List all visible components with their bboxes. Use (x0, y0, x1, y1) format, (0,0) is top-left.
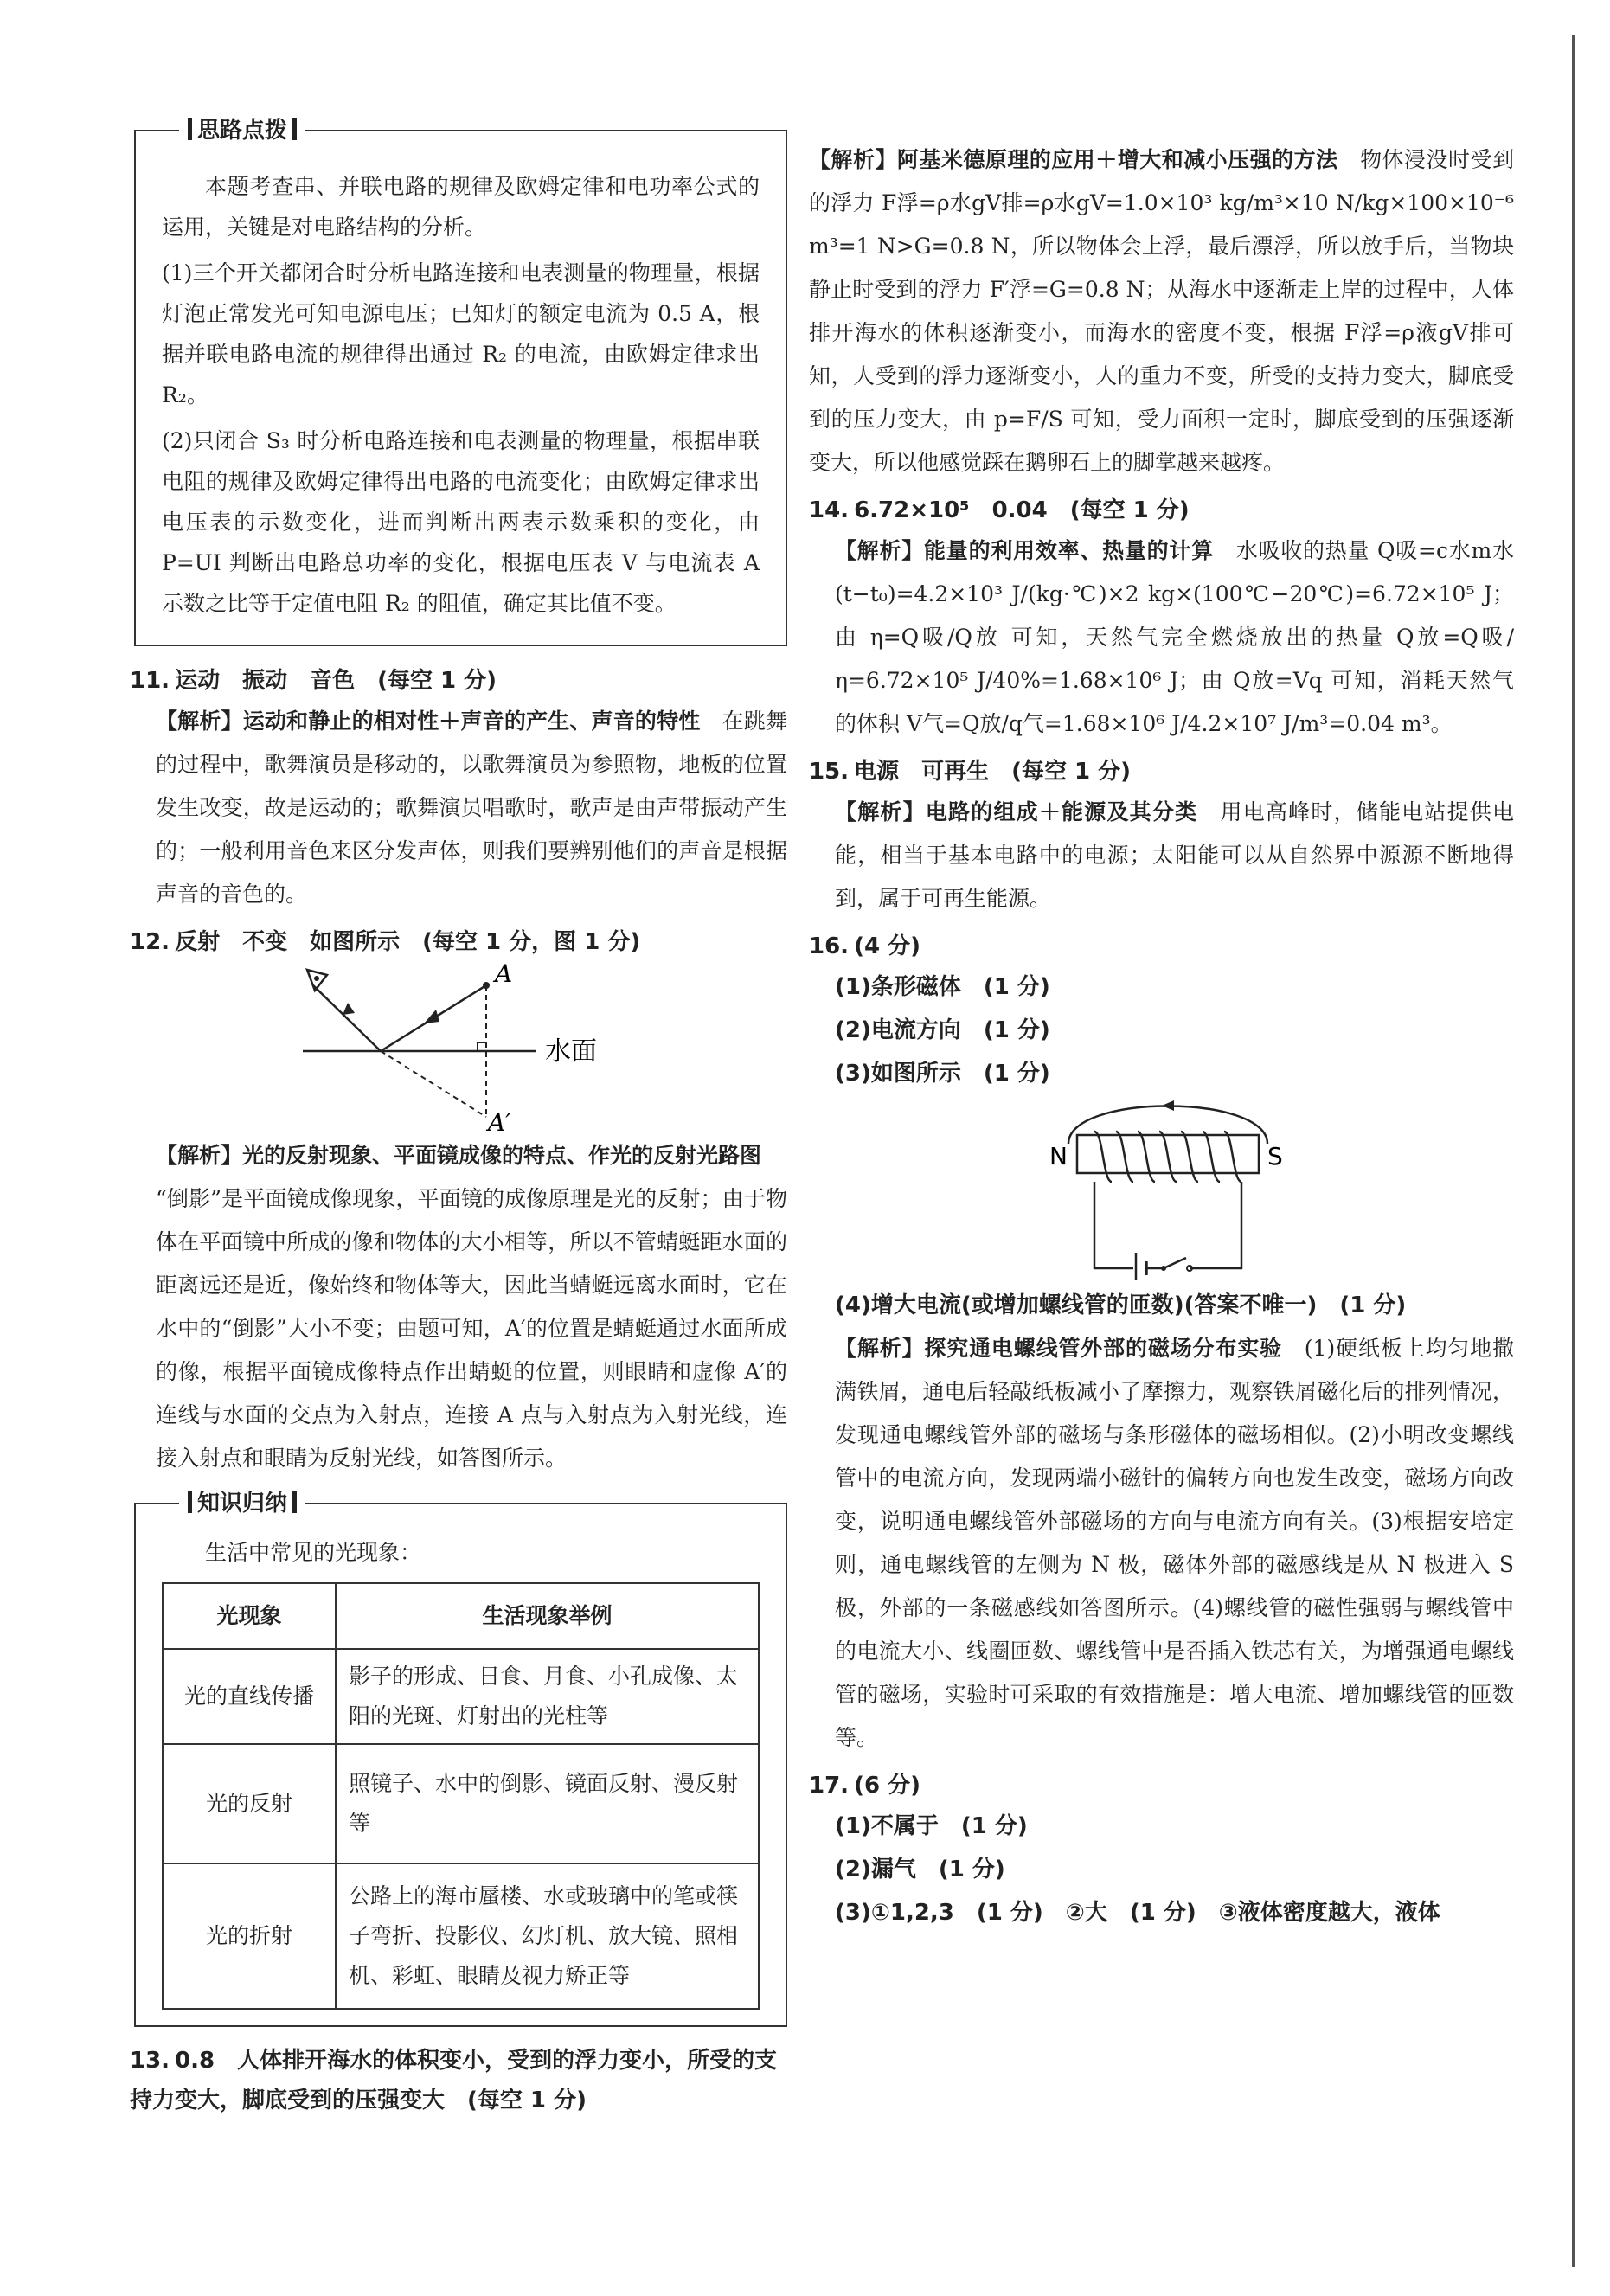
q12-answer: 反射 不变 如图所示 (每空 1 分，图 1 分) (175, 929, 641, 955)
reflected-ray (313, 985, 381, 1051)
point-A (483, 982, 490, 989)
field-line-arrow (1162, 1100, 1174, 1111)
q16-item-1: (1)条形磁体 (1 分) (835, 974, 1050, 1000)
right-angle-mark (478, 1042, 486, 1051)
table-cell: 影子的形成、日食、月食、小孔成像、太阳的光斑、灯射出的光柱等 (336, 1649, 759, 1744)
eye-icon (307, 970, 327, 991)
water-surface-label: 水面 (545, 1036, 597, 1067)
knowledge-intro: 生活中常见的光现象： (205, 1540, 422, 1565)
q16-item-2: (2)电流方向 (1 分) (835, 1017, 1050, 1043)
virtual-ray-dashed (381, 1051, 486, 1117)
table-row (163, 1649, 759, 1744)
question-17: 17. (6 分) (1)不属于 (1 分) (2)漏气 (1 分) (3)①1,2,3 (1 分) ②大 (1 分) ③液体密度越大，液体 (809, 1767, 1514, 1934)
table-header-cell: 光现象 (163, 1583, 336, 1649)
label-A-prime: A′ (488, 1108, 511, 1134)
q14-answer: 6.72×10⁵ 0.04 (每空 1 分) (854, 497, 1190, 523)
q15-analysis: 【解析】电路的组成＋能源及其分类 用电高峰时，储能电站提供电能，相当于基本电路中的电源；太阳能可以从自然界中源源不断地得到，属于可再生能源。 (835, 799, 1514, 911)
knowledge-summary-box (134, 1491, 787, 2027)
switch-blade (1164, 1258, 1186, 1268)
table-row (163, 1863, 759, 2009)
light-phenomena-table (162, 1582, 760, 2010)
q13-answer: 0.8 人体排开海水的体积变小，受到的浮力变小，所受的支持力变大，脚底受到的压强变大 (每空 1 分) (130, 2048, 778, 2113)
q11-analysis: 【解析】运动和静止的相对性＋声音的产生、声音的特性 在跳舞的过程中，歌舞演员是移动的，以歌舞演员为参照物，地板的位置发生改变，故是运动的；歌舞演员唱歌时，歌声是由声带振动产生的；一般利用音色来区分发声体，则我们要辨别他们的声音是根据声音的音色的。 (156, 709, 787, 907)
q13-analysis: 【解析】阿基米德原理的应用＋增大和减小压强的方法 物体浸没时受到的浮力 F浮=ρ水gV排=ρ水gV=1.0×10³ kg/m³×10 N/kg×100×10⁻⁶ m³=1 N>G=0.8 N，所以物体会上浮，最后漂浮，所以放手后，当物块静止时受到的浮力 F′浮=G=0.8 N；从海水中逐渐走上岸的过程中，人体排开海水的体积逐渐变小，而海水的密度不变，根据 F浮=ρ液gV排可知，人受到的浮力逐渐变小，人的重力不变，所受的支持力变大，脚底受到的压力变大，由 p=F/S 可知，受力面积一定时，脚底受到的压强逐渐变大，所以他感觉踩在鹅卵石上的脚掌越来越疼。 (809, 147, 1514, 475)
q16-analysis: 【解析】探究通电螺线管外部的磁场分布实验 (1)硬纸板上均匀地撒满铁屑，通电后轻敲纸板减小了摩擦力，观察铁屑磁化后的排列情况，发现通电螺线管外部的磁场与条形磁体的磁场相似。(2)小明改变螺线管中的电流方向，发现两端小磁针的偏转方向也发生改变，磁场方向改变，说明通电螺线管外部磁场的方向与电流方向有关。(3)根据安培定则，通电螺线管的左侧为 N 极，磁体外部的磁感线是从 N 极进入 S 极，外部的一条磁感线如答图所示。(4)螺线管的磁性强弱与螺线管中的电流大小、线圈匝数、螺线管中是否插入铁芯有关，为增强通电螺线管的磁场，实验时可采取的有效措施是：增大电流、增加螺线管的匝数等。 (835, 1336, 1514, 1750)
label-A: A (495, 961, 513, 988)
q15-answer: 电源 可再生 (每空 1 分) (854, 759, 1132, 785)
label-N: N (1049, 1142, 1068, 1170)
question-15: 15. 电源 可再生 (每空 1 分) 【解析】电路的组成＋能源及其分类 用电高峰时，储能电站提供电能，相当于基本电路中的电源；太阳能可以从自然界中源源不断地得到，属于可再生能源。 (809, 753, 1514, 920)
table-header-row (163, 1583, 759, 1649)
thinking-tips-box (134, 118, 787, 646)
left-column (130, 118, 787, 2120)
q17-item-3: (3)①1,2,3 (1 分) ②大 (1 分) ③液体密度越大，液体 (835, 1900, 1440, 1926)
table-cell: 照镜子、水中的倒影、镜面反射、漫反射等 (336, 1744, 759, 1863)
label-S: S (1267, 1142, 1283, 1170)
q14-analysis: 【解析】能量的利用效率、热量的计算 水吸收的热量 Q吸=c水m水(t−t₀)=4.2×10³ J/(kg·℃)×2 kg×(100℃−20℃)=6.72×10⁵ J；由 η=Q吸/Q放 可知，天然气完全燃烧放出的热量 Q放=Q吸/η=6.72×10⁵ J/40%=1.68×10⁶ J；由 Q放=Vq 可知，消耗天然气的体积 V气=Q放/q气=1.68×10⁶ J/4.2×10⁷ J/m³=0.04 m³。 (835, 538, 1514, 736)
q17-item-1: (1)不属于 (1 分) (835, 1813, 1028, 1839)
q11-answer: 运动 振动 音色 (每空 1 分) (175, 668, 497, 694)
question-14: 14. 6.72×10⁵ 0.04 (每空 1 分) 【解析】能量的利用效率、热量的计算 水吸收的热量 Q吸=c水m水(t−t₀)=4.2×10³ J/(kg·℃)×2 kg×(100℃−20℃)=6.72×10⁵ J；由 η=Q吸/Q放 可知，天然气完全燃烧放出的热量 Q放=Q吸/η=6.72×10⁵ J/40%=1.68×10⁶ J；由 Q放=Vq 可知，消耗天然气的体积 V气=Q放/q气=1.68×10⁶ J/4.2×10⁷ J/m³=0.04 m³。 (809, 491, 1514, 746)
question-12: 12. 反射 不变 如图所示 (每空 1 分，图 1 分) 水面 A A′ 【解析】光的反射现象、平面镜成像的特点、作光的反射光路图 “倒影”是平面镜成像现象，平面镜的成像原理是光的反射；由于物体在平面镜中所成的像和物体的大小相等，所以不管蜻蜓距水面的距离远还是近，像始终和物体等大，因此当蜻蜓远离水面时，它在水中的“倒影”大小不变；由题可知，A′的位置是蜻蜓通过水面所成的像，根据平面镜成像特点作出蜻蜓的位置，则眼睛和虚像 A′的连线与水面的交点为入射点，连接 A 点与入射点为入射光线，连接入射点和眼睛为反射光线，如答图所示。 (130, 923, 787, 1480)
q12-analysis: 【解析】光的反射现象、平面镜成像的特点、作光的反射光路图 “倒影”是平面镜成像现象，平面镜的成像原理是光的反射；由于物体在平面镜中所成的像和物体的大小相等，所以不管蜻蜓距水面的距离远还是近，像始终和物体等大，因此当蜻蜓远离水面时，它在水中的“倒影”大小不变；由题可知，A′的位置是蜻蜓通过水面所成的像，根据平面镜成像特点作出蜻蜓的位置，则眼睛和虚像 A′的连线与水面的交点为入射点，连接 A 点与入射点为入射光线，连接入射点和眼睛为反射光线，如答图所示。 (156, 1143, 787, 1471)
solenoid-diagram (809, 1099, 1514, 1280)
q16-answer: (4 分) (854, 933, 920, 959)
circuit-wire-right (1190, 1182, 1241, 1268)
scan-edge-line (1572, 35, 1575, 2267)
table-cell: 光的反射 (163, 1744, 336, 1863)
table-cell: 光的折射 (163, 1863, 336, 2009)
tips-paragraph-1: 本题考查串、并联电路的规律及欧姆定律和电功率公式的运用，关键是对电路结构的分析。 (162, 174, 760, 240)
q16-item-4: (4)增大电流(或增加螺线管的匝数)(答案不唯一) (1 分) (835, 1292, 1407, 1318)
question-13: 13. 0.8 人体排开海水的体积变小，受到的浮力变小，所受的支持力变大，脚底受到的压强变大 (每空 1 分) (130, 2048, 778, 2113)
question-11: 11. 运动 振动 音色 (每空 1 分) 【解析】运动和静止的相对性＋声音的产生、声音的特性 在跳舞的过程中，歌舞演员是移动的，以歌舞演员为参照物，地板的位置发生改变，故是运动的；歌舞演员唱歌时，歌声是由声带振动产生的；一般利用音色来区分发声体，则我们要辨别他们的声音是根据声音的音色的。 (130, 662, 787, 916)
tips-paragraph-3: (2)只闭合 S₃ 时分析电路连接和电表测量的物理量，根据串联电阻的规律及欧姆定律得出电路的电流变化；由欧姆定律求出电压表的示数变化，进而判断出两表示数乘积的变化，由 P=UI 判断出电路总功率的变化，根据电压表 V 与电流表 A 示数之比等于定值电阻 R₂ 的阻值，确定其比值不变。 (162, 428, 760, 616)
reflected-ray-arrow (343, 1003, 355, 1015)
table-header-cell: 生活现象举例 (336, 1583, 759, 1649)
q17-answer: (6 分) (854, 1773, 920, 1799)
thinking-tips-title: 思路点拨 (179, 112, 305, 144)
coil-windings (1094, 1132, 1241, 1182)
table-cell: 公路上的海市蜃楼、水或玻璃中的笔或筷子弯折、投影仪、幻灯机、放大镜、照相机、彩虹、眼睛及视力矫正等 (336, 1863, 759, 2009)
reflection-diagram (130, 961, 787, 1134)
right-column (809, 138, 1514, 1934)
q17-item-2: (2)漏气 (1 分) (835, 1857, 1005, 1882)
incident-ray-arrow (424, 1010, 439, 1023)
table-cell: 光的直线传播 (163, 1649, 336, 1744)
question-16: 16. (4 分) (1)条形磁体 (1 分) (2)电流方向 (1 分) (3)如图所示 (1 分) N S (4)增大电流(或增加螺线管的匝数)(答案不唯一) (1 分) 【解析】探究通电螺线管外部的磁场分布实验 (1)硬纸板上均匀地撒满铁屑，通电后轻敲纸板减小了摩擦力，观察铁屑磁化后的排列情况，发现通电螺线管外部的磁场与条形磁体的磁场相似。(2)小明改变螺线管中的电流方向，发现两端小磁针的偏转方向也发生改变，磁场方向改变，说明通电螺线管外部磁场的方向与电流方向有关。(3)根据安培定则，通电螺线管的左侧为 N 极，磁体外部的磁感线是从 N 极进入 S 极，外部的一条磁感线如答图所示。(4)螺线管的磁性强弱与螺线管中的电流大小、线圈匝数、螺线管中是否插入铁芯有关，为增强通电螺线管的磁场，实验时可采取的有效措施是：增大电流、增加螺线管的匝数等。 (809, 927, 1514, 1760)
knowledge-summary-title: 知识归纳 (179, 1485, 305, 1517)
circuit-wire-left (1094, 1182, 1133, 1268)
table-row (163, 1744, 759, 1863)
tips-paragraph-2: (1)三个开关都闭合时分析电路连接和电表测量的物理量，根据灯泡正常发光可知电源电压；已知灯的额定电流为 0.5 A，根据并联电路电流的规律得出通过 R₂ 的电流，由欧姆定律求出 R₂。 (162, 260, 760, 407)
q16-item-3: (3)如图所示 (1 分) (835, 1061, 1050, 1087)
